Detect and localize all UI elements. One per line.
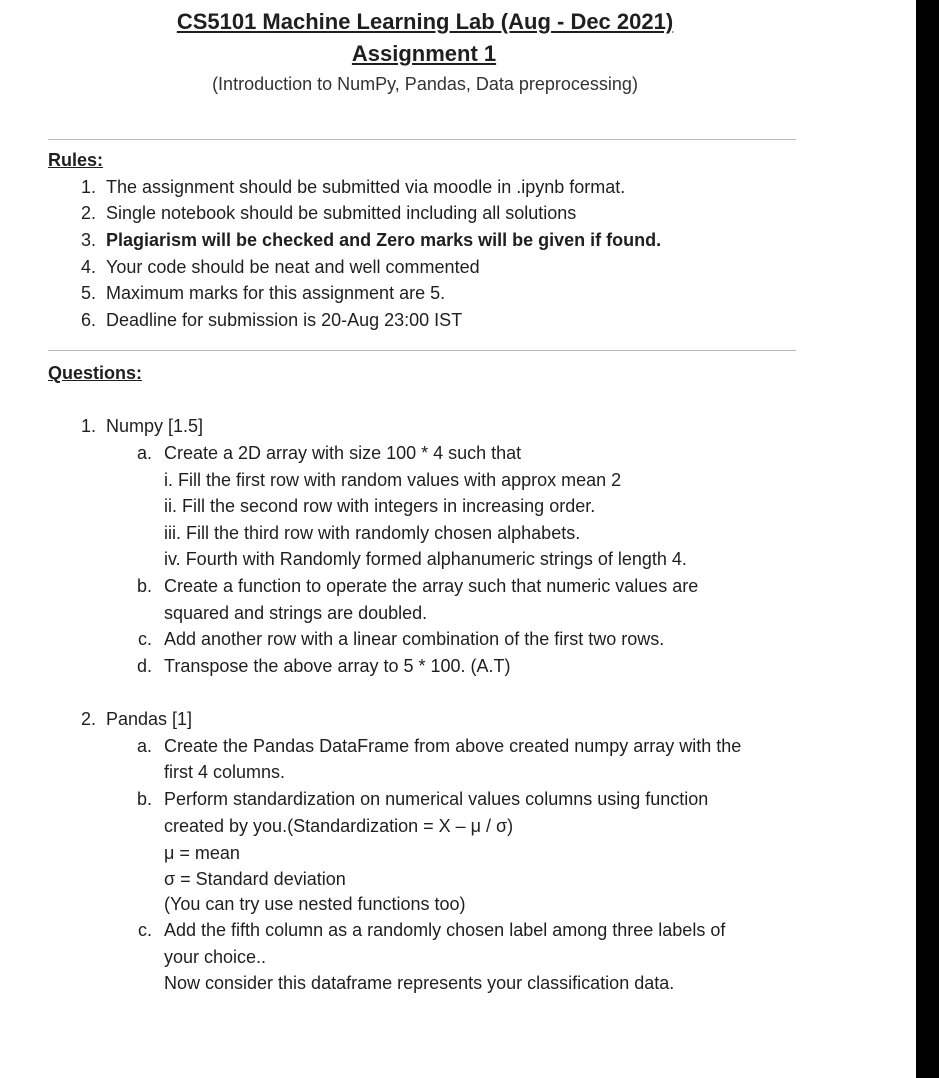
rule-text: Deadline for submission is 20-Aug 23:00 IST — [106, 310, 463, 330]
sub-item-letter: a. — [136, 736, 152, 756]
sub-item-letter: b. — [136, 576, 152, 596]
rule-text: The assignment should be submitted via moodle in .ipynb format. — [106, 177, 626, 197]
roman-item-text: Fill the third row with randomly chosen alphabets. — [186, 523, 581, 543]
rule-text: Maximum marks for this assignment are 5. — [106, 283, 446, 303]
roman-numeral: iv. — [164, 549, 181, 569]
sub-item-letter: c. — [137, 629, 152, 649]
window-edge — [916, 0, 939, 1078]
sub-item-text: first 4 columns. — [164, 762, 286, 782]
sub-item-text: Now consider this dataframe represents your classification data. — [164, 973, 675, 993]
rule-text: Your code should be neat and well commented — [106, 257, 480, 277]
course-title: CS5101 Machine Learning Lab (Aug - Dec 2021) — [176, 9, 674, 34]
sub-item-text: Add the fifth column as a randomly chosen label among three labels of — [164, 920, 726, 940]
roman-item-text: Fourth with Randomly formed alphanumeric strings of length 4. — [185, 549, 687, 569]
rule-number: 3. — [80, 230, 96, 250]
sub-item-text: Perform standardization on numerical values columns using function — [164, 789, 709, 809]
sub-item-text: Transpose the above array to 5 * 100. (A.T) — [164, 656, 511, 676]
roman-numeral: ii. — [164, 496, 177, 516]
divider-top — [48, 139, 796, 140]
rule-number: 2. — [80, 203, 96, 223]
question-title: Numpy [1.5] — [106, 416, 204, 436]
question-title: Pandas [1] — [106, 709, 193, 729]
sub-item-text: σ = Standard deviation — [164, 869, 346, 889]
sub-item-letter: c. — [137, 920, 152, 940]
question-number: 2. — [80, 709, 96, 729]
sub-item-letter: d. — [136, 656, 152, 676]
rule-text-plagiarism: Plagiarism will be checked and Zero marks will be given if found. — [106, 230, 662, 250]
sub-item-text: your choice.. — [164, 947, 267, 967]
divider-bottom — [48, 350, 796, 351]
assignment-title: Assignment 1 — [351, 41, 497, 66]
sub-item-text: squared and strings are doubled. — [164, 603, 428, 623]
sub-item-text: Create a function to operate the array such that numeric values are — [164, 576, 699, 596]
roman-numeral: iii. — [164, 523, 181, 543]
sub-item-letter: b. — [136, 789, 152, 809]
rule-number: 1. — [80, 177, 96, 197]
sub-item-text: Add another row with a linear combination of the first two rows. — [164, 629, 665, 649]
rules-heading: Rules: — [48, 150, 104, 170]
assignment-topic: (Introduction to NumPy, Pandas, Data preprocessing) — [212, 74, 638, 94]
roman-item-text: Fill the second row with integers in increasing order. — [182, 496, 596, 516]
rule-number: 4. — [80, 257, 96, 277]
rule-number: 6. — [80, 310, 96, 330]
sub-item-text: (You can try use nested functions too) — [164, 894, 466, 914]
sub-item-text: μ = mean — [164, 843, 240, 863]
questions-heading: Questions: — [48, 363, 143, 383]
rule-text: Single notebook should be submitted including all solutions — [106, 203, 577, 223]
sub-item-text: Create the Pandas DataFrame from above created numpy array with the — [164, 736, 742, 756]
roman-item-text: Fill the first row with random values with approx mean 2 — [178, 470, 622, 490]
rule-number: 5. — [80, 283, 96, 303]
sub-item-letter: a. — [136, 443, 152, 463]
roman-numeral: i. — [164, 470, 173, 490]
sub-item-text: Create a 2D array with size 100 * 4 such that — [164, 443, 522, 463]
sub-item-text: created by you.(Standardization = X – μ / σ) — [164, 816, 514, 836]
question-number: 1. — [80, 416, 96, 436]
